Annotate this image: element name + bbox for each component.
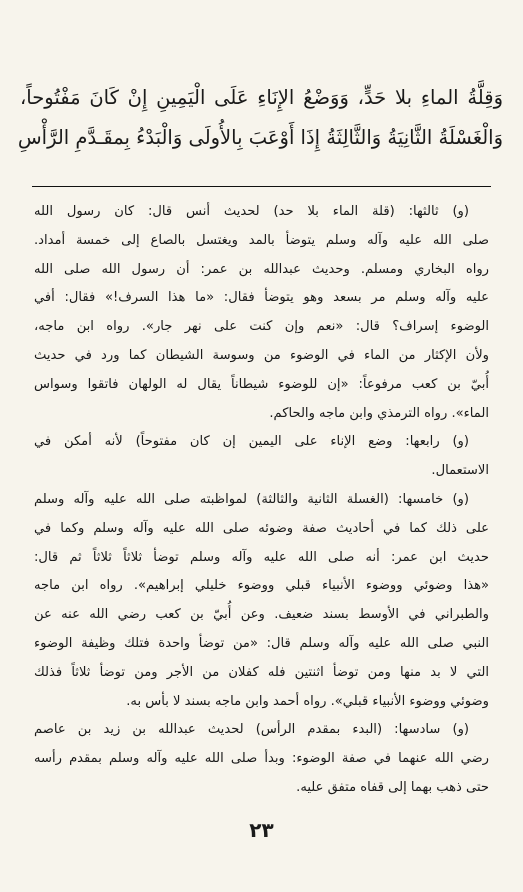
sharh-line: ولأن الإكثار من الماء في الوضوء من وسوسة الشيطان كما ورد في حديث <box>34 347 489 363</box>
sharh-line: (و) سادسها: (البدء بمقدم الرأس) لحديث عبدالله بن زيد بن عاصم <box>34 722 469 738</box>
sharh-line: رواه البخاري ومسلم. وحديث عبدالله بن عمر: أن رسول الله صلى الله <box>34 261 489 277</box>
sharh-line: رضي الله عنهما في صفة الوضوء: وبدأ صلى الله عليه وآله وسلم بمقدم رأسه <box>34 751 489 767</box>
matn-line: وَقِلَّةُ الماءِ بلا حَدٍّ، وَوَضْعُ الإِنَاءِ عَلَى الْيَمِينِ إِنْ كَانَ مَفْتُوحاً، <box>20 86 503 109</box>
sharh-line: النبي صلى الله عليه وآله وسلم قال: «من توضأ واحدة فتلك وظيفة الوضوء <box>34 635 489 651</box>
separator-rule <box>32 186 491 187</box>
page-number: ٢٣ <box>249 818 274 842</box>
sharh-line: الوضوء إسراف؟ قال: «نعم وإن كنت على نهر جار». رواه ابن ماجه، <box>34 319 489 335</box>
sharh-line: أُبيّ بن كعب مرفوعاً: «إن للوضوء شيطاناً يقال له الولهان فاتقوا وسواس <box>34 376 489 392</box>
matn-text <box>17 78 503 158</box>
sharh-line: والطبراني في الأوسط بسند ضعيف. وعن أُبيّ بن كعب رضي الله عنه عن <box>34 607 489 623</box>
sharh-line: (و) ثالثها: (قلة الماء بلا حد) لحديث أنس قال: كان رسول الله <box>34 204 469 219</box>
sharh-line: (و) رابعها: وضع الإناء على اليمين إن كان مفتوحاً) لأنه أمكن في <box>34 434 469 450</box>
sharh-text <box>34 198 489 803</box>
sharh-line: عليه وآله وسلم مر بسعد وهو يتوضأ فقال: «ما هذا السرف!» فقال: أفي <box>34 290 489 306</box>
sharh-line: الماء». رواه الترمذي وابن ماجه والحاكم. <box>269 405 489 421</box>
sharh-line: (و) خامسها: (الغسلة الثانية والثالثة) لمواظبته صلى الله عليه وآله وسلم <box>34 491 469 507</box>
sharh-line: «هذا وضوئي ووضوء الأنبياء قبلي ووضوء خليلي إبراهيم». رواه ابن ماجه <box>34 578 489 594</box>
sharh-line: صلى الله عليه وآله وسلم يتوضأ بالمد ويغتسل بالصاع إلى خمسة أمداد. <box>34 232 489 248</box>
sharh-line: على ذلك كما في أحاديث صفة وضوئه صلى الله عليه وآله وسلم وكما في <box>34 520 489 536</box>
sharh-line: الاستعمال. <box>431 463 489 479</box>
sharh-line: وضوئي ووضوء الأنبياء قبلي». رواه أحمد وابن ماجه بسند لا بأس به. <box>126 693 489 709</box>
sharh-line: حتى ذهب بهما إلى قفاه متفق عليه. <box>296 779 489 795</box>
sharh-line: حديث ابن عمر: أنه صلى الله عليه وآله وسلم توضأ ثلاثاً ثلاثاً ثم قال: <box>34 549 489 565</box>
sharh-line: التي لا بد منها ومن توضأ اثنتين فله كفلان من الأجر ومن توضأ ثلاثاً فذلك <box>34 664 489 680</box>
matn-line: وَالْغَسْلَةُ الثَّانِيَةُ وَالثَّالِثَةُ إِذَا أَوْعَبَ بِالأُولَى وَالْبَدْءُ بِمقَـدَّمِ الرَّأْسِ <box>17 126 503 149</box>
